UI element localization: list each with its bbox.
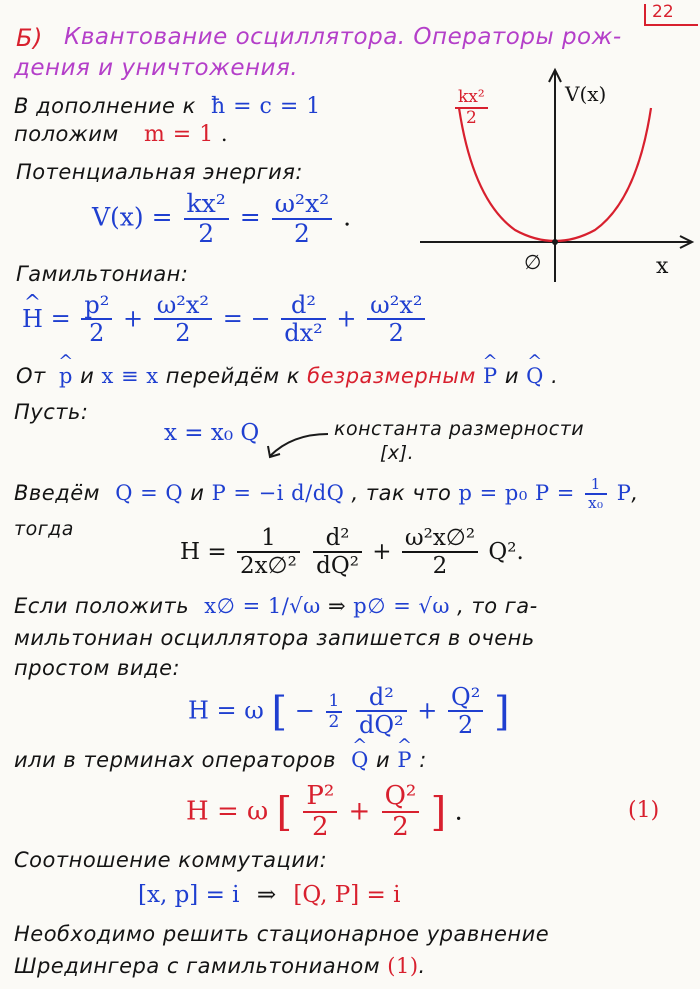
frac-den: dQ² — [313, 551, 362, 579]
intro2-t1: Введём — [14, 480, 100, 505]
frac-w2x2b — [367, 292, 425, 348]
sh-minus: − — [294, 696, 315, 725]
frac-den: 2 — [154, 318, 212, 348]
intro2-comma: , — [631, 480, 639, 505]
ifset-arrow: ⇒ — [328, 594, 347, 618]
equation-number: (1) — [628, 798, 660, 823]
let-note1: константа размерности — [334, 418, 585, 440]
frac-Q2-2b — [382, 782, 420, 842]
fraction-kx2 — [184, 190, 229, 248]
final-plus: + — [348, 796, 371, 827]
frac-den: 2 — [402, 551, 478, 579]
section-marker: Б) — [16, 24, 43, 52]
op-P: ^ P — [483, 364, 498, 388]
op-Q: ^ Q — [526, 364, 544, 388]
intro2-frac — [585, 476, 606, 512]
commut-arrow: ⇒ — [256, 882, 277, 908]
sh-plus: + — [417, 696, 438, 725]
graph-xlabel: x — [656, 254, 669, 279]
frac-num: kx² — [458, 87, 485, 107]
ham-eq2: = − — [222, 304, 271, 333]
frac-num: P² — [306, 781, 335, 811]
frac-den: 2 — [272, 218, 333, 249]
frac-num: Q² — [451, 683, 481, 711]
intro-dot: . — [220, 122, 229, 146]
frac-num: 1 — [590, 475, 601, 493]
transition-line — [16, 364, 558, 388]
ifset-line3: простом виде: — [14, 656, 181, 680]
page-number: 22 — [652, 2, 674, 22]
frac-d2dQ2 — [356, 684, 407, 740]
natural-units: ħ = c = 1 — [210, 94, 321, 119]
simple-hamiltonian — [188, 684, 510, 740]
potential-label: Потенциальная энергия: — [16, 160, 303, 184]
transition-t2: перейдём к — [165, 364, 300, 388]
intro2-rel: p = p₀ P = — [458, 480, 575, 505]
frac-num: p² — [84, 291, 110, 319]
transition-dimensionless: безразмерным — [307, 364, 476, 388]
commutation-label: Соотношение коммутации: — [14, 848, 328, 872]
ifset-t1: Если положить — [14, 594, 190, 618]
sh-rb: ] — [493, 689, 510, 735]
frac-den: 2 — [303, 811, 337, 843]
dh-plus: + — [372, 538, 392, 565]
final-hamiltonian — [186, 782, 463, 842]
potential-eq: = — [239, 202, 261, 232]
origin-dot — [552, 239, 558, 245]
frac-num: d² — [368, 683, 394, 711]
frac-num: d² — [290, 291, 316, 319]
final-dot: . — [454, 796, 463, 827]
frac-d2dx2 — [281, 292, 326, 348]
closing-ref: (1) — [387, 954, 419, 978]
graph-ylabel: V(x) — [565, 82, 607, 106]
intro2-p: P = −i d/dQ — [211, 480, 345, 505]
intro2-P: P — [616, 480, 632, 505]
ham-plus2: + — [336, 304, 357, 333]
frac-p2 — [81, 292, 112, 348]
op-p: ^ p — [59, 364, 73, 388]
unit-mass: m = 1 — [143, 122, 214, 147]
dh-Q2: Q². — [488, 538, 524, 565]
let-label: Пусть: — [14, 400, 89, 424]
final-rb: ] — [430, 789, 447, 836]
curve-fraction — [455, 88, 488, 128]
frac-d2dQ2 — [313, 526, 362, 580]
let-note2: [x]. — [380, 442, 415, 464]
terms-colon: : — [419, 748, 427, 772]
frac-num: Q² — [384, 781, 417, 811]
intro-text1: В дополнение к — [14, 94, 196, 118]
transition-and2: и — [504, 364, 519, 388]
frac-den: 2 — [382, 811, 420, 843]
sh-H: H = ω — [188, 696, 264, 725]
hamiltonian-symbol: ^ H — [22, 305, 43, 333]
frac-w2x2 — [154, 292, 212, 348]
frac-w2x02 — [402, 526, 478, 580]
section-title-line2: дения и уничтожения. — [14, 55, 299, 81]
frac-num: ω²x² — [274, 189, 330, 218]
closing-line1: Необходимо решить стационарное уравнение — [14, 922, 550, 946]
frac-num: ω²x² — [156, 291, 210, 319]
terms-P: ^ P — [397, 748, 412, 772]
frac-num: d² — [325, 525, 350, 551]
let-formula: x = x₀ Q — [164, 420, 260, 446]
frac-num: ω²x² — [370, 291, 423, 319]
graph-origin: ∅ — [524, 250, 542, 274]
intro-text2: положим — [14, 122, 119, 146]
fraction-w2x2 — [272, 190, 333, 248]
frac-den: 2 — [326, 711, 343, 733]
frac-den: 2 — [367, 318, 425, 348]
transition-t1: От — [16, 364, 46, 388]
final-lb: [ — [276, 789, 293, 836]
intro-line1 — [14, 94, 321, 119]
terms-and: и — [376, 748, 391, 772]
intro2-q: Q = Q — [115, 480, 184, 505]
closing-text: Шредингера с гамильтонианом — [14, 954, 381, 978]
commutation-formula — [138, 882, 400, 908]
commut-rhs: [Q, P] = i — [293, 882, 401, 908]
ifset-t2: , то га- — [457, 594, 538, 618]
intro2-t2: , так что — [351, 480, 452, 505]
frac-den: dQ² — [356, 710, 407, 740]
ham-plus1: + — [122, 304, 144, 333]
frac-den: x₀ — [585, 493, 606, 512]
frac-den: 2 — [184, 218, 229, 249]
intro-line2 — [14, 122, 228, 147]
ifset-line2: мильтониан осциллятора запишется в очень — [14, 626, 535, 650]
curve-label — [452, 88, 491, 128]
frac-num: kx² — [186, 189, 226, 218]
terms-Q: ^ Q — [351, 748, 369, 772]
commut-lhs: [x, p] = i — [138, 882, 240, 908]
then-label: тогда — [14, 518, 74, 540]
ifset-p0: p∅ = √ω — [353, 594, 450, 618]
frac-P2-2 — [303, 782, 337, 842]
frac-half — [326, 692, 343, 732]
annotation-arrow — [262, 426, 332, 462]
section-title-line1: Квантование осциллятора. Операторы рож- — [64, 24, 622, 50]
page-number-underline — [644, 24, 698, 26]
hamiltonian-label: Гамильтониан: — [16, 262, 189, 286]
closing-dot: . — [418, 954, 426, 978]
frac-num: 1 — [261, 525, 276, 551]
op-x: x ≡ x — [101, 364, 159, 388]
frac-den: 2 — [455, 107, 488, 129]
hamiltonian-formula — [22, 292, 428, 348]
ifset-line1 — [14, 594, 538, 618]
terms-line — [14, 748, 427, 772]
intro2-and: и — [190, 480, 205, 505]
transition-dot: . — [551, 364, 559, 388]
closing-line2 — [14, 954, 426, 978]
potential-lhs: V(x) = — [92, 202, 173, 232]
dh-H: H = — [180, 538, 227, 565]
frac-den: 2 — [448, 710, 483, 740]
frac-den: dx² — [281, 318, 326, 348]
ifset-x0: x∅ = 1/√ω — [204, 594, 321, 618]
frac-den: 2 — [81, 318, 112, 348]
dimensionless-hamiltonian — [180, 526, 524, 580]
terms-t1: или в терминах операторов — [14, 748, 336, 772]
ham-eq: = — [50, 304, 71, 333]
potential-dot: . — [343, 202, 352, 232]
final-H: H = ω — [186, 796, 269, 827]
frac-den: 2x∅² — [237, 551, 300, 579]
page-number-bracket — [644, 4, 646, 24]
transition-and: и — [80, 364, 95, 388]
intro2-line — [14, 476, 639, 512]
frac-num: 1 — [328, 690, 340, 711]
sh-lb: [ — [271, 689, 288, 735]
frac-Q2-2 — [448, 684, 483, 740]
potential-formula — [92, 190, 351, 248]
frac-1-2x2 — [237, 526, 300, 580]
frac-num: ω²x∅² — [404, 525, 476, 551]
